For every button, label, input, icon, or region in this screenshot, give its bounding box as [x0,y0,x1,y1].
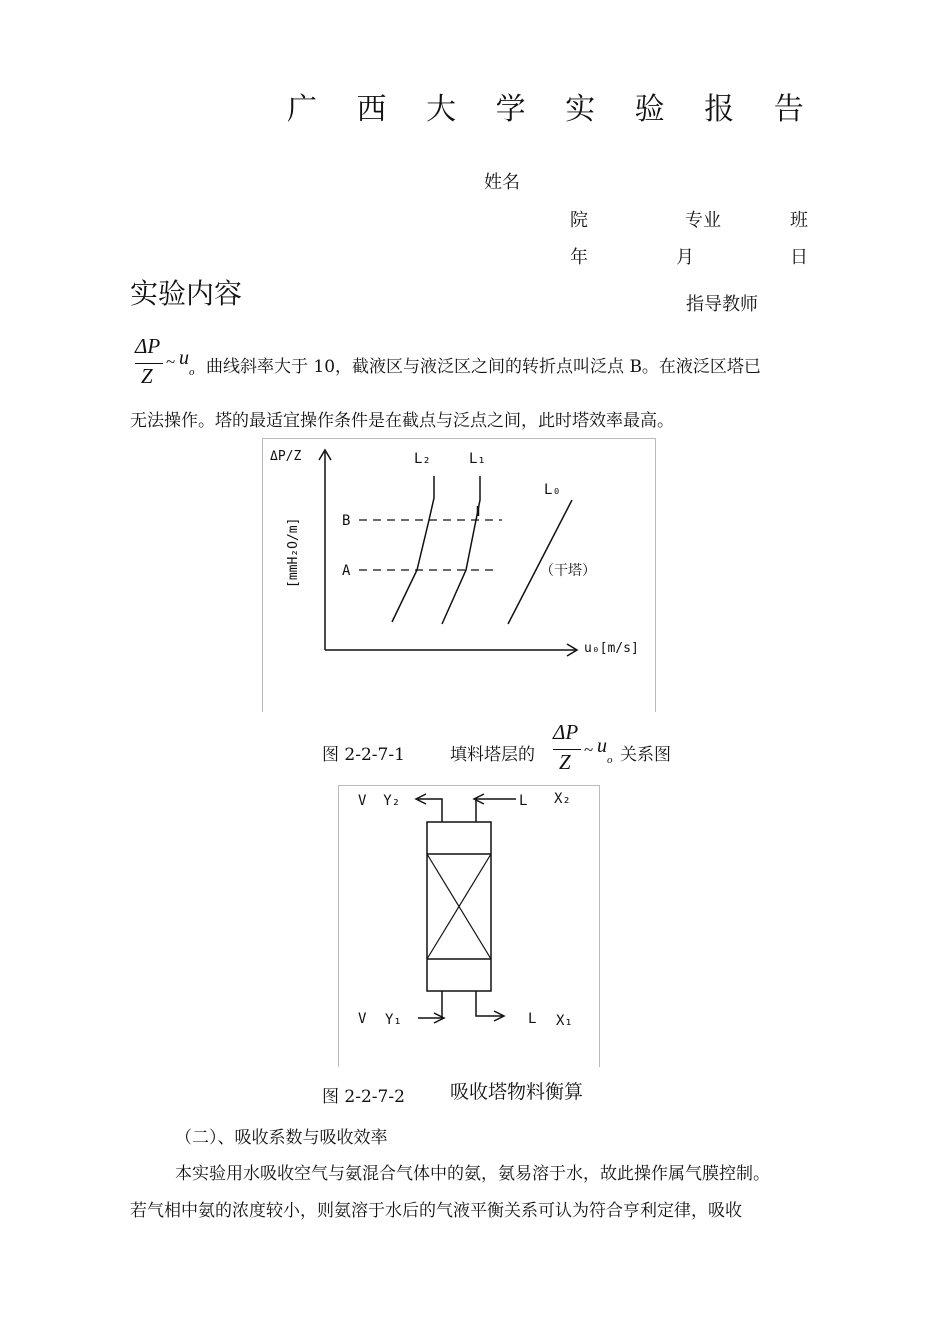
point-b-label: B [342,513,351,529]
dry-tower-label: （干塔） [540,563,596,579]
curve-l1-label: L₁ [469,451,486,467]
figure2-caption-number: 图 2-2-7-2 [322,1087,405,1107]
caption-fraction [553,720,583,776]
tilde-symbol: ~ [584,740,594,759]
top-right-x-label: X₂ [554,791,571,807]
page-title: 广 西 大 学 实 验 报 告 [287,92,819,127]
point-a-label: A [342,563,351,579]
curve-l2-label: L₂ [414,451,431,467]
bottom-left-y-label: Y₁ [385,1012,402,1028]
velocity-symbol: $u_o$ [179,347,195,378]
class-label: 班 [790,210,808,231]
figure1-caption-text: 填料塔层的 [450,745,535,765]
day-label: 日 [790,247,808,268]
figure2-caption-text: 吸收塔物料衡算 [450,1081,584,1103]
figure1-caption-suffix: 关系图 [620,745,671,765]
paragraph-line: 本实验用水吸收空气与氨混合气体中的氨，氨易溶于水，故此操作属气膜控制。 [175,1164,770,1184]
figure1-caption-number: 图 2-2-7-1 [322,745,405,765]
x-axis-label: u₀[m/s] [584,641,639,656]
fraction-numerator: ΔP [135,334,161,358]
paragraph-line: 无法操作。塔的最适宜操作条件是在截点与泛点之间，此时塔效率最高。 [130,411,674,431]
name-label: 姓名 [484,172,520,193]
curve-l1 [442,476,480,624]
curve-l0-label: L₀ [544,482,561,498]
curve-l2 [392,476,434,622]
tilde-symbol: ~ [166,352,176,371]
delta-p-over-z-fraction [135,334,165,390]
advisor-label: 指导教师 [686,294,758,315]
y-unit-label: [mmH₂O/m] [286,517,301,588]
year-label: 年 [570,247,588,268]
curve-l0 [508,500,572,624]
pressure-drop-chart [262,438,656,712]
top-left-label: V Y₂ [358,793,401,809]
paragraph-line: 曲线斜率大于 10，截液区与液泛区之间的转折点叫泛点 B。在液泛区塔已 [206,357,761,377]
fraction-numerator: ΔP [553,720,579,744]
college-label: 院 [570,210,588,231]
section-heading: （二）、吸收系数与吸收效率 [175,1128,388,1148]
month-label: 月 [676,247,694,268]
gas-inlet-pipe [418,991,442,1018]
y-axis-label: ΔP/Z [270,449,302,464]
section-title: 实验内容 [130,277,243,310]
top-right-l-label: L [519,793,528,809]
absorption-tower-diagram [338,785,600,1067]
bottom-right-x-label: X₁ [556,1013,573,1029]
paragraph-line: 若气相中氨的浓度较小，则氨溶于水后的气液平衡关系可认为符合亨利定律，吸收 [130,1201,742,1221]
major-label: 专业 [685,210,721,231]
bottom-left-v-label: V [358,1011,367,1027]
fraction-denominator: Z [559,750,571,774]
fraction-denominator: Z [141,364,153,388]
bottom-right-l-label: L [528,1011,537,1027]
velocity-symbol: $u_o$ [597,735,613,766]
